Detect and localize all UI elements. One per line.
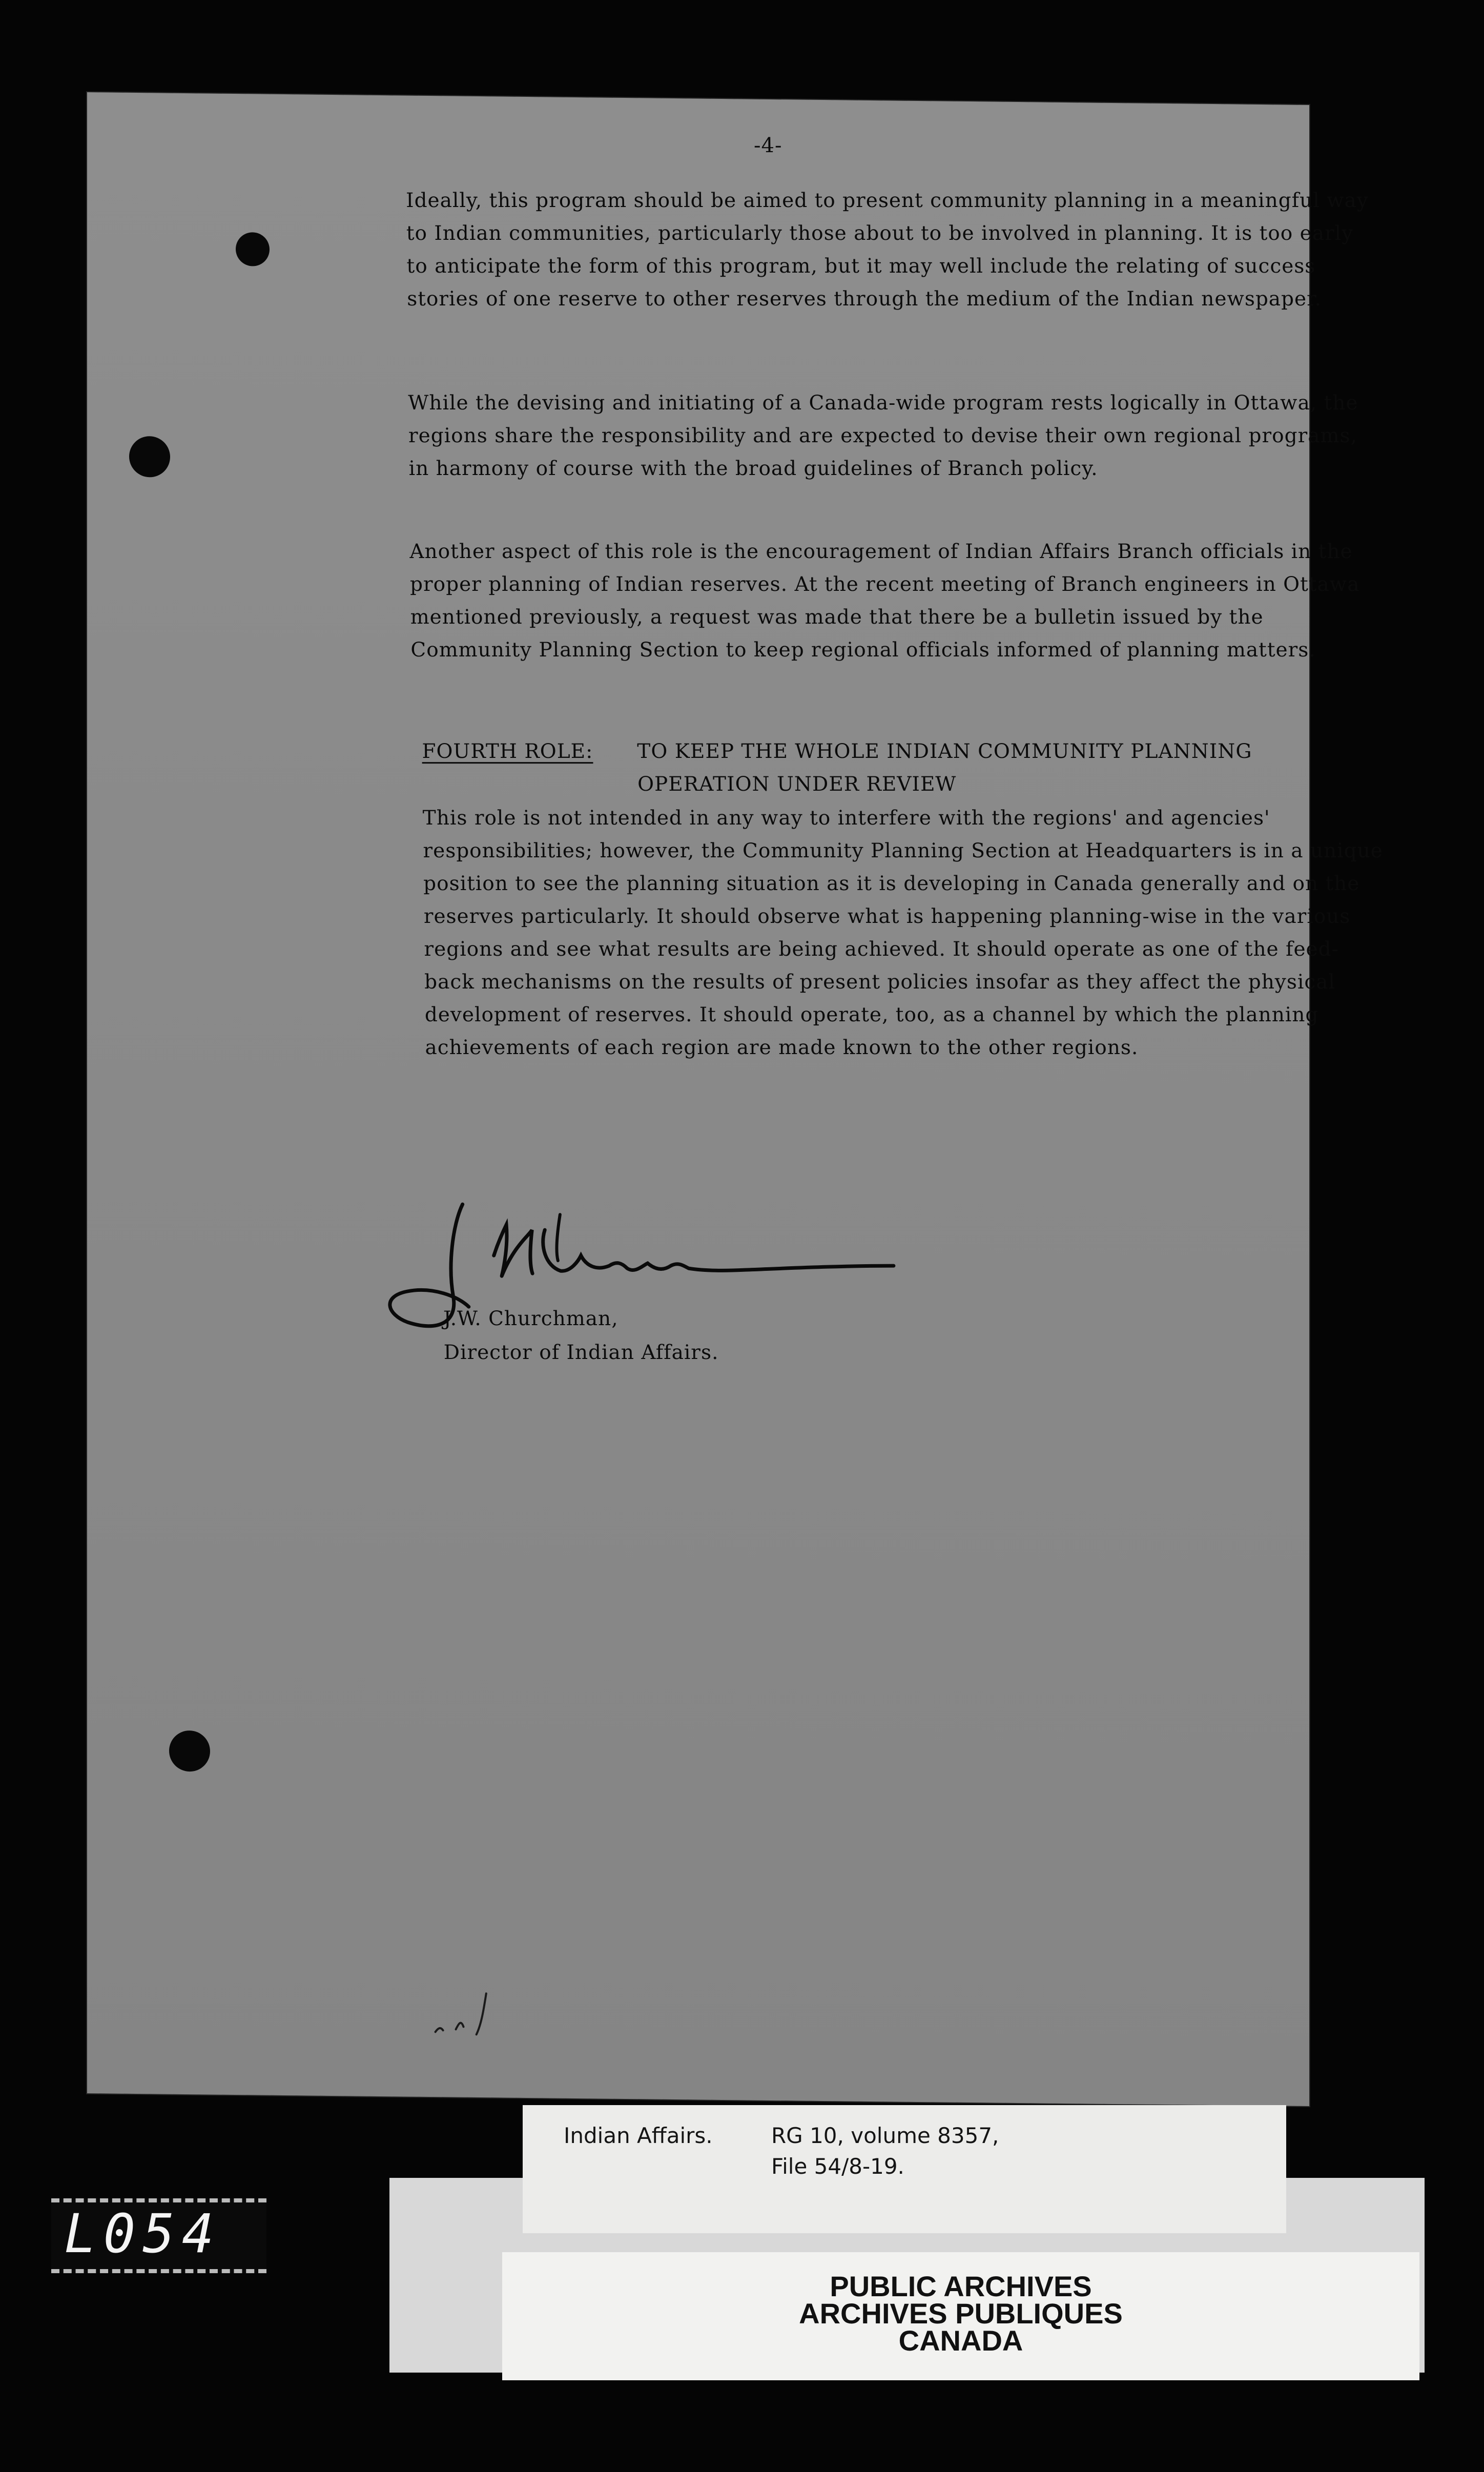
pencil-mark	[394, 1988, 497, 2040]
paragraph-4: This role is not intended in any way to interfere with the regions' and agencies' responsibilities; however, the Community Planning Section at Headquarters is in a unique position to see the planning situation as it is developing in Canada generally and on the reserves particularly. It should observe what is happening planning-wise in the various regions and see what results are being achieved. It should operate as one of the feed-back mechanisms on the results of present policies insofar as they affect the physical development of reserves. It should operate, too, as a channel by which the planning achievements of each region are made known to the other regions.	[422, 807, 1383, 1060]
catalog-card	[523, 2105, 1286, 2233]
paragraph-3: Another aspect of this role is the encouragement of Indian Affairs Branch officials in the proper planning of Indian reserves. At the recent meeting of Branch engineers in Ottawa mentioned previously, a request was made that there be a bulletin issued by the Community Planning Section to keep regional officials informed of planning matters.	[409, 540, 1360, 662]
page-number: -4-	[753, 134, 782, 158]
role-title: TO KEEP THE WHOLE INDIAN COMMUNITY PLANNING OPERATION UNDER REVIEW	[637, 740, 1252, 796]
role-label: FOURTH ROLE:	[422, 740, 593, 764]
signatory-name: J.W. Churchman,	[443, 1307, 619, 1331]
signatory-title: Director of Indian Affairs.	[443, 1341, 719, 1365]
paragraph-2: While the devising and initiating of a Canada-wide program rests logically in Ottawa, the regions share the responsibility and are expected to devise their own regional programs, in harmony of course with the broad guidelines of Branch policy.	[408, 392, 1358, 481]
paragraph-1: Ideally, this program should be aimed to present community planning in a meaningful way to Indian communities, particularly those about to be involved in planning. It is too early to anticipate the form of this program, but it may well include the relating of success stories of one reserve to other reserves through the medium of the Indian newspaper.	[405, 189, 1369, 311]
reel-number: L054	[64, 2202, 221, 2265]
archives-stamp	[502, 2252, 1419, 2380]
catalog-file: File 54/8-19.	[771, 2154, 904, 2179]
catalog-department: Indian Affairs.	[564, 2123, 713, 2148]
archives-line-3: CANADA	[898, 2324, 1023, 2357]
document-page	[87, 92, 1383, 2106]
archives-label	[502, 2270, 1419, 2357]
microfilm-reel-tag	[51, 2198, 266, 2273]
letter-body	[87, 92, 1383, 2093]
archives-line-1: PUBLIC ARCHIVES	[830, 2270, 1092, 2302]
archives-line-2: ARCHIVES PUBLIQUES	[799, 2297, 1123, 2330]
catalog-record-group: RG 10, volume 8357,	[771, 2123, 999, 2148]
